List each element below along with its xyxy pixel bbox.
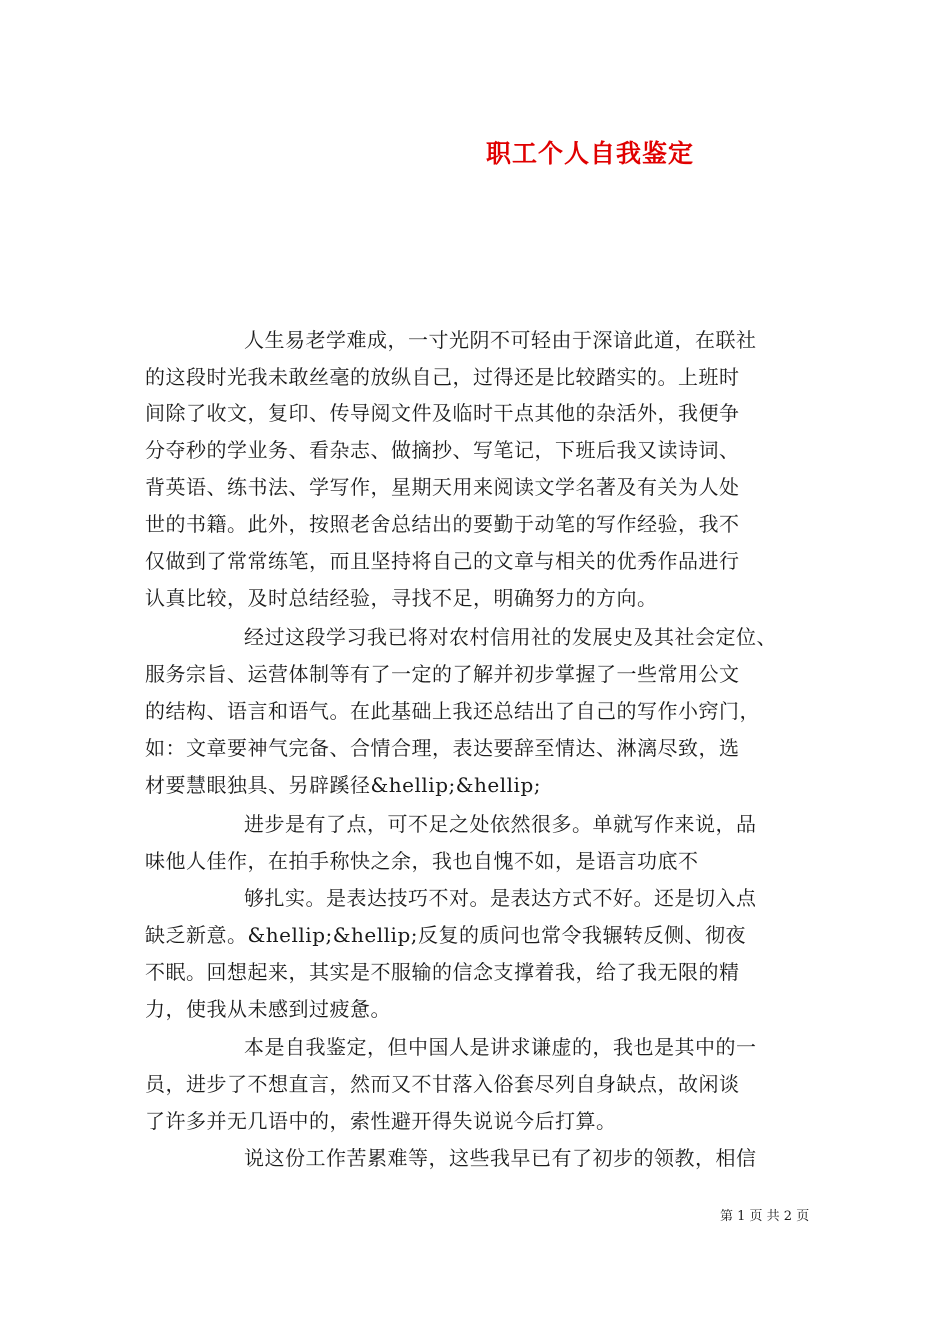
text-line: 了许多并无几语中的，索性避开得失说说今后打算。 — [145, 1109, 617, 1133]
text-line: 说这份工作苦累难等，这些我早已有了初步的领教，相信 — [244, 1146, 757, 1170]
text-line: 味他人佳作，在拍手称快之余，我也自愧不如，是语言功底不 — [145, 849, 699, 873]
page-number-footer: 第 1 页 共 2 页 — [720, 1209, 810, 1224]
text-line: 分夺秒的学业务、看杂志、做摘抄、写笔记，下班后我又读诗词、 — [145, 438, 740, 462]
text-line: 力，使我从未感到过疲惫。 — [145, 997, 391, 1021]
text-line: 人生易老学难成，一寸光阴不可轻由于深谙此道，在联社 — [244, 328, 757, 352]
text-line: 员，进步了不想直言，然而又不甘落入俗套尽列自身缺点，故闲谈 — [145, 1072, 740, 1096]
text-line: 背英语、练书法、学写作，星期天用来阅读文学名著及有关为人处 — [145, 475, 740, 499]
text-line: 认真比较，及时总结经验，寻找不足，明确努力的方向。 — [145, 586, 658, 610]
text-line: 间除了收文，复印、传导阅文件及临时干点其他的杂活外，我便争 — [145, 401, 740, 425]
text-line: 仅做到了常常练笔，而且坚持将自己的文章与相关的优秀作品进行 — [145, 549, 740, 573]
text-line: 如：文章要神气完备、合情合理，表达要辞至情达、淋漓尽致，选 — [145, 736, 740, 760]
text-line: 不眠。回想起来，其实是不服输的信念支撑着我，给了我无限的精 — [145, 960, 740, 984]
text-line: 服务宗旨、运营体制等有了一定的了解并初步掌握了一些常用公文 — [145, 662, 740, 686]
text-line: 的结构、语言和语气。在此基础上我还总结出了自己的写作小窍门， — [145, 699, 760, 723]
text-line: 缺乏新意。&hellip;&hellip;反复的质问也常令我辗转反侧、彻夜 — [145, 923, 746, 947]
text-line: 本是自我鉴定，但中国人是讲求谦虚的，我也是其中的一 — [244, 1035, 757, 1059]
text-line: 够扎实。是表达技巧不对。是表达方式不好。还是切入点 — [244, 886, 757, 910]
text-line: 世的书籍。此外，按照老舍总结出的要勤于动笔的写作经验，我不 — [145, 512, 740, 536]
text-line: 进步是有了点，可不足之处依然很多。单就写作来说，品 — [244, 812, 757, 836]
text-line: 的这段时光我未敢丝毫的放纵自己，过得还是比较踏实的。上班时 — [145, 365, 740, 389]
text-line: 材要慧眼独具、另辟蹊径&hellip;&hellip; — [145, 773, 541, 797]
text-line: 经过这段学习我已将对农村信用社的发展史及其社会定位、 — [244, 625, 777, 649]
page-title: 职工个人自我鉴定 — [485, 139, 694, 168]
